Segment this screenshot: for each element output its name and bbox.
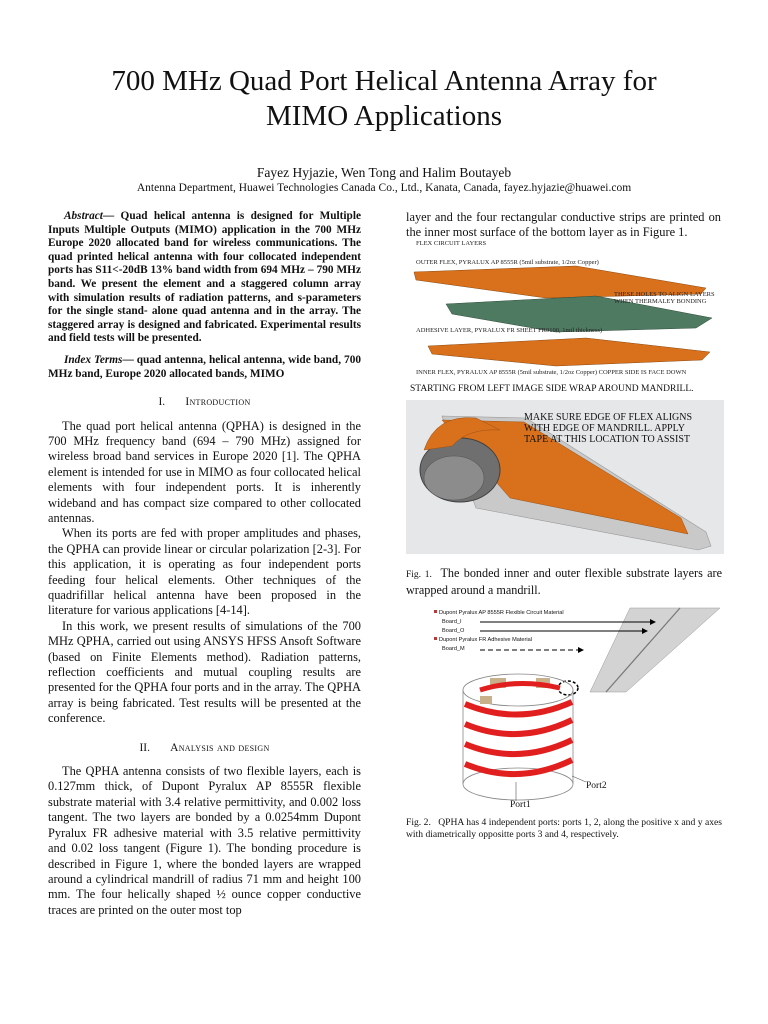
fig1-header-label: FLEX CIRCUIT LAYERS [416, 240, 487, 247]
design-paragraph-continued: layer and the four rectangular conductive strips are printed on the inner most surface of the bottom layer as in Figure 1. [406, 210, 721, 240]
cylinder-top [463, 674, 573, 706]
fig2-tree-4: Dupont Pyralux FR Adhesive Material [439, 637, 532, 643]
affiliation: Antenna Department, Huawei Technologies Canada Co., Ltd., Kanata, Canada, fayez.hyjazie@huawei.com [136, 182, 632, 194]
design-paragraph-1: The QPHA antenna consists of two flexible layers, each is 0.127mm thick, of Dupont Pyralux AP 8555R flexible substrate material with 3.4 relative permittivity, and 0.002 loss tangent. The two layers are bonded by a 0.0254mm Dupont Pyralux FR adhesive material with 3.5 relative permittivity and 0.02 loss tangent (Figure 1). The bonding procedure is described in Figure 1, where the bonded layers are wrapped around a cylindrical mandrill of radius 71 mm and height 100 mm. The four helically shaped ½ ounce copper conductive traces are printed on the outer most top [48, 764, 361, 917]
figure-2-helical-antenna [420, 606, 722, 812]
index-terms-label: Index Terms [64, 353, 123, 366]
fig1-starting-label: STARTING FROM LEFT IMAGE SIDE WRAP AROUND MANDRILL. [410, 384, 694, 394]
section-2-number: II. [139, 741, 150, 754]
port2-leader [572, 776, 586, 782]
inner-flex-layer [428, 338, 710, 366]
fig1-adhesive-label: ADHESIVE LAYER, PYRALUX FR SHEET FR0100, 1mil thickness) [416, 327, 603, 334]
fig2-port1-label: Port1 [510, 800, 531, 810]
mandrill-face [424, 456, 484, 500]
fig1-holes-label-1: THESE HOLES TO ALIGN LAYERS [614, 291, 715, 298]
fig2-tree-1: Dupont Pyralux AP 8555R Flexible Circuit Material [439, 610, 564, 616]
fig1-note-line-3: TAPE AT THIS LOCATION TO ASSIST [524, 434, 690, 445]
figure-1-caption-text: The bonded inner and outer flexible substrate layers are wrapped around a mandrill. [406, 566, 723, 597]
abstract [48, 210, 361, 346]
helix-top [480, 683, 560, 690]
fig1-inner-label: INNER FLEX, PYRALUX AP 8555R (5mil substrate, 1/2oz Copper) COPPER SIDE IS FACE DOWN [416, 369, 687, 376]
paper-title [0, 64, 768, 134]
section-heading-2 [48, 741, 361, 756]
title-line-2: MIMO Applications [265, 100, 503, 132]
helix-turn-2 [465, 720, 572, 734]
figure-1-caption [406, 566, 722, 598]
intro-paragraph-3: In this work, we present results of simulations of the 700 MHz QPHA, carried out using ANSYS HFSS Ansoft Software (based on Finite Elements method). Radiation patterns, reflection coefficients and mutual coupling results are presented for the QPHA four ports and in the array. The QPHA array is being fabricated. Test results will be presented at the conference. [48, 618, 361, 726]
fig2-strip [590, 608, 720, 692]
index-terms [48, 354, 361, 381]
fig1-note-line-2: WITH EDGE OF MANDRILL. APPLY [524, 423, 685, 434]
section-2-title: Analysis and design [170, 741, 270, 754]
intro-paragraph-1: The quad port helical antenna (QPHA) is designed in the 700 MHz frequency band (694 – 790 MHz) assigned for wireless broad band services in Europe 2020 [1]. The QPHA element is intended for use in MIMO as four collocated helical elements with four independent ports. It is inherently wideband and has compact size compared to other collocated antennas. [48, 418, 361, 525]
section-1-title: Introduction [185, 396, 251, 409]
title-line-1: 700 MHz Quad Port Helical Antenna Array for [111, 65, 657, 97]
fig2-port2-label: Port2 [586, 781, 607, 791]
authors: Fayez Hyjazie, Wen Tong and Halim Boutayeb [256, 165, 512, 180]
fig2-tree-2: Board_I [442, 619, 462, 625]
tree-icon-1 [434, 610, 437, 613]
fig1-note-line-1: MAKE SURE EDGE OF FLEX ALIGNS [524, 412, 693, 423]
section-1-number: I. [158, 396, 166, 409]
figure-2-caption [406, 817, 722, 841]
fig2-tree-5: Board_M [442, 646, 465, 652]
figure-2-label: Fig. 2. [406, 817, 431, 828]
fig1-holes-label-2: WHEN THERMALEY BONDING [614, 298, 707, 305]
figure-1-label: Fig. 1. [406, 570, 432, 580]
left-column [48, 210, 361, 918]
figure-1-mandrill [406, 400, 724, 554]
index-terms-text: — quad antenna, helical antenna, wide band, 700 MHz band, Europe 2020 allocated bands, MIMO [48, 353, 361, 380]
fig2-tree-3: Board_O [442, 628, 465, 634]
helix-turn-3 [465, 740, 572, 754]
figure-2-caption-text: QPHA has 4 independent ports: ports 1, 2, along the positive x and y axes with diametrically oppositte ports 3 and 4, respectively. [406, 817, 723, 840]
abstract-label: Abstract [64, 210, 103, 222]
arrow-head-3 [578, 647, 584, 653]
fig1-outer-label: OUTER FLEX, PYRALUX AP 8555R (5mil substrate, 1/2oz Copper) [416, 259, 599, 266]
tree-icon-2 [434, 637, 437, 640]
intro-paragraph-2: When its ports are fed with proper amplitudes and phases, the QPHA can provide linear or circular polarization [2-3]. For this application, it is operating as four independent ports feeding four helical elements. Other techniques of the quadrifillar helical antenna have been proposed in the literature for various applications [4-14]. [48, 526, 361, 618]
section-heading-1 [48, 395, 361, 410]
helix-turn-4 [465, 760, 572, 774]
figure-1-layers [406, 236, 724, 396]
abstract-text: — Quad helical antenna is designed for Multiple Inputs Multiple Outputs (MIMO) application in the 700 MHz Europe 2020 allocated band for wireless communications. The quad printed helical antenna with four collocated independent ports has S11<-20dB 13% band width from 694 MHz – 790 MHz band. We present the element and a staggered column array with simulation results of radiation patterns, and s-parameters for the single stand- alone quad antenna and in the array. The staggered array is designed and fabricated. Experimental results and field tests will be presented. [48, 210, 361, 345]
tan-pad-3 [480, 696, 492, 704]
